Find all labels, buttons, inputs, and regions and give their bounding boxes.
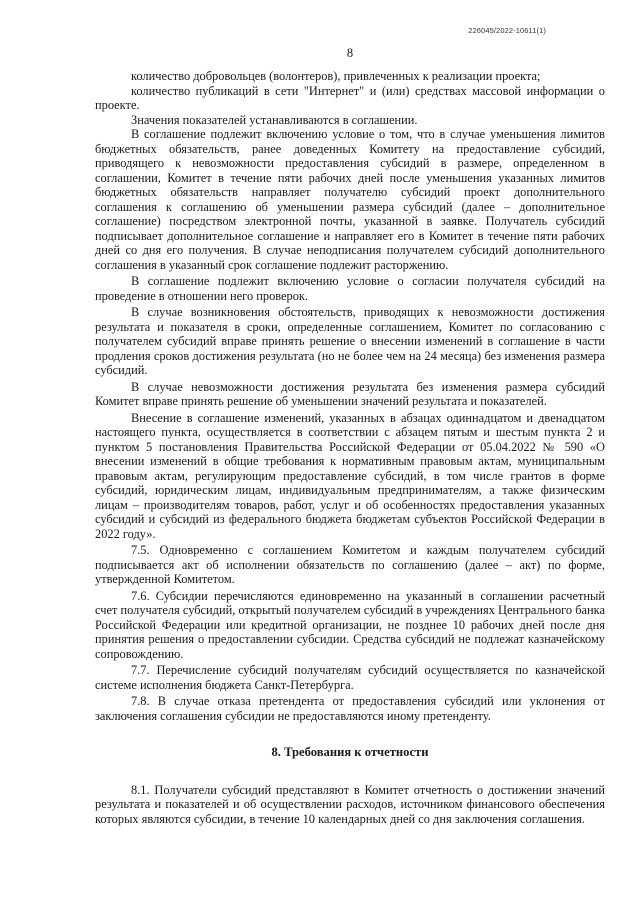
document-id: 226045/2022-10611(1) [468,26,546,35]
paragraph-7-8: 7.8. В случае отказа претендента от предоставления субсидий или уклонения от заключения соглашения субсидии не предоставляются иному претенденту. [95,694,605,723]
paragraph-reduce-result-values: В случае невозможности достижения результата без изменения размера субсидий Комитет вправе принять решение об уменьшении значений результата и показателей. [95,379,605,408]
document-body [95,69,605,826]
paragraph-limits-reduction: В соглашение подлежит включению условие о том, что в случае уменьшения лимитов бюджетных обязательств, ранее доведенных Комитету на предоставление субсидий, приводящего к невозможности предоставления субсидий в размере, определенном в соглашении, Комитет в течение пяти рабочих дней после уменьшения указанных лимитов бюджетных обязательств направляет получателю субсидий проект дополнительного соглашения к соглашению об уменьшении размера субсидий (далее – дополнительное соглашение) посредством электронной почты, указанной в заявке. Получатель субсидий подписывает дополнительное соглашение и направляет его в Комитет в течение пяти рабочих дней со дня его получения. В случае неподписания получателем субсидий дополнительного соглашения в указанный срок соглашение подлежит расторжению. [95,127,605,272]
paragraph-volunteers-count: количество добровольцев (волонтеров), привлеченных к реализации проекта; [131,69,541,83]
paragraph-7-6: 7.6. Субсидии перечисляются единовременно на указанный в соглашении расчетный счет получателя субсидий, открытый получателем субсидий в учреждениях Центрального банка Российской Федерации или кредитной организации, не позднее 10 рабочих дней после дня принятия решения о предоставлении субсидии. Средства субсидий не подлежат казначейскому сопровождению. [95,588,605,661]
section-heading: 8. Требования к отчетности [271,745,429,759]
paragraph-indicator-values: Значения показателей устанавливаются в соглашении. [131,112,418,127]
paragraph-deadline-extension: В случае возникновения обстоятельств, приводящих к невозможности достижения результата и показателя в сроки, определенные соглашением, Комитет по согласованию с получателем субсидий вправе принять решение о внесении изменений в соглашение в части продления сроков достижения результата (но не более чем на 24 месяца) без изменения размера субсидий. [95,305,605,377]
paragraph-consent-inspections: В соглашение подлежит включению условие о согласии получателя субсидий на проведение в отношении него проверок. [95,274,605,303]
paragraph-amendments-basis: Внесение в соглашение изменений, указанных в абзацах одиннадцатом и двенадцатом настоящего пункта, осуществляется в соответствии с абзацем пятым и шестым пункта 2 и пунктом 5 постановления Правительства Российской Федерации от 05.04.2022 № 590 «О внесении изменений в общие требования к нормативным правовым актам, муниципальным правовым актам, регулирующим предоставление субсидий, в том числе грантов в форме субсидий, юридическим лицам, индивидуальным предпринимателям, а также физическим лицам – производителям товаров, работ, услуг и об особенностях предоставления указанных субсидий и субсидий из федерального бюджета бюджетам субъектов Российской Федерации в 2022 году». [95,410,605,541]
paragraph-publications-count: количество публикаций в сети "Интернет" и (или) средствах массовой информации о проекте. [95,83,605,112]
paragraph-7-5: 7.5. Одновременно с соглашением Комитетом и каждым получателем субсидий подписывается акт об исполнении обязательств по соглашению (далее – акт) по форме, утвержденной Комитетом. [95,543,605,586]
page-number: 8 [346,46,354,60]
paragraph-7-7: 7.7. Перечисление субсидий получателям субсидий осуществляется по казначейской системе исполнения бюджета Санкт-Петербурга. [95,663,605,692]
paragraph-8-1: 8.1. Получатели субсидий представляют в Комитет отчетность о достижении значений результата и показателей и об осуществлении расходов, источником финансового обеспечения которых являются субсидии, в течение 10 календарных дней со дня заключения соглашения. [95,782,605,826]
